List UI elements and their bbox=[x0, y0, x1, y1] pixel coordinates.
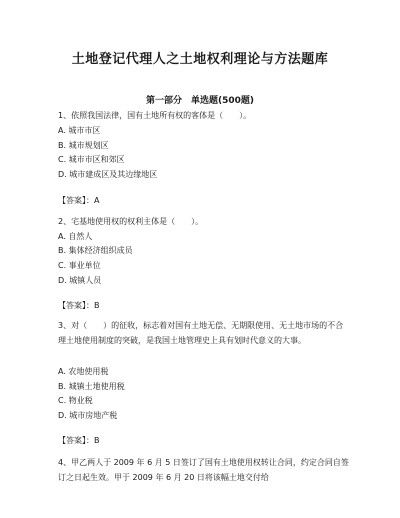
question-3-option-b: B. 城镇土地使用税 bbox=[58, 382, 125, 391]
question-3-option-a: A. 农地使用税 bbox=[58, 367, 109, 376]
question-1-option-b: B. 城市规划区 bbox=[58, 141, 109, 150]
question-3-option-c: C. 物业税 bbox=[58, 396, 93, 405]
question-4-stem: 4、甲乙两人于 2009 年 6 月 5 日签订了国有土地使用权转让合同，约定合同自签订之日起生效。甲于 2009 年 6 月 20 日将该幅土地交付给 bbox=[58, 458, 349, 482]
question-1-option-a: A. 城市市区 bbox=[58, 126, 101, 135]
question-3-option-d: D. 城市房地产税 bbox=[58, 411, 118, 420]
question-1-option-d: D. 城市建成区及其边缘地区 bbox=[58, 170, 158, 179]
document-title: 土地登记代理人之土地权利理论与方法题库 bbox=[71, 52, 329, 67]
question-2-option-a: A. 自然人 bbox=[58, 232, 93, 241]
question-1-stem: 1、依照我国法律，国有土地所有权的客体是（ ）。 bbox=[58, 111, 252, 120]
question-2-option-b: B. 集体经济组织成员 bbox=[58, 246, 133, 255]
question-1-answer: 【答案】：A bbox=[58, 196, 100, 205]
question-2-option-d: D. 城镇人员 bbox=[58, 276, 102, 285]
question-2-answer: 【答案】：B bbox=[58, 301, 100, 310]
question-1-option-c: C. 城市市区和郊区 bbox=[58, 155, 125, 164]
section-heading: 第一部分 单选题(500题) bbox=[145, 96, 254, 106]
question-2-stem: 2、宅基地使用权的权利主体是（ ）。 bbox=[58, 217, 204, 226]
question-3-answer: 【答案】：B bbox=[58, 436, 100, 445]
question-3-stem: 3、对（ ）的征收，标志着对国有土地无偿、无期限使用、无土地市场的不合理土地使用制度的突破，是我国土地管理史上具有划时代意义的大事。 bbox=[58, 321, 344, 345]
question-2-option-c: C. 事业单位 bbox=[58, 261, 101, 270]
